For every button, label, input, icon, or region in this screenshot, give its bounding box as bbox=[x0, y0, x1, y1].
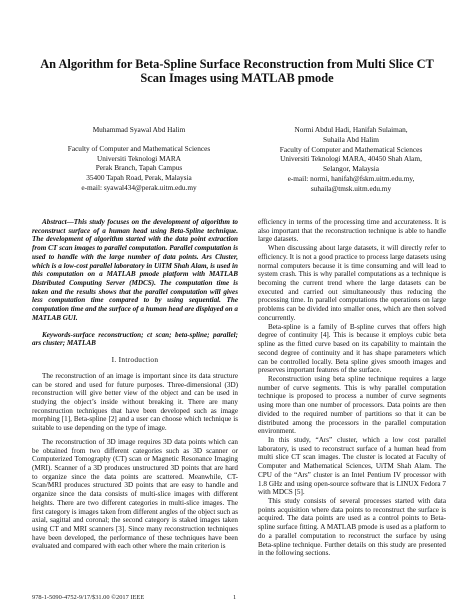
affiliation-line: Selangor, Malaysia bbox=[322, 164, 380, 174]
affiliation-line: Faculty of Computer and Mathematical Sciences bbox=[67, 143, 211, 153]
author-email: suhaila@tmsk.uitm.edu.my bbox=[310, 183, 392, 193]
paragraph: Beta-spline is a family of B-spline curves that offers high degree of continuity [4]. This is because it employs cubic beta spline as the fitted curve based on its capability to maintain the second degree of continuity and it has shape parameters which can be controlled locally. Beta spline gives smooth images and preserves important features of the surface. bbox=[258, 322, 446, 375]
paragraph: This study consists of several processes started with data points acquisition where data points to reconstruct the surface is acquired. The data points are used as a control points to Beta-spline surface fitting. A MATLAB pmode is used as a platform to do a parallel computation to reconstruct the surface by using Beta-spline technique. Further details on this study are presented in the following sections. bbox=[258, 497, 446, 558]
paragraph: When discussing about large datasets, it will directly refer to efficiency. It is not a good practice to process large datasets using normal computers because it is time consuming and will lead to system crash. This is why parallel computations as a technique is becoming the current trend where the large datasets can be executed and carried out simultaneously thus reducing the processing time. In parallel computations the operations on large problems can be divided into smaller ones, which are then solved concurrently. bbox=[258, 244, 446, 322]
author-email: e-mail: normi, hanifah@fskm.uitm.edu.my, bbox=[287, 173, 415, 183]
copyright-footer: 978-1-5090-4752-9/17/$31.00 ©2017 IEEE bbox=[32, 594, 145, 601]
right-column bbox=[258, 218, 446, 558]
abstract bbox=[32, 218, 238, 323]
paper-title: An Algorithm for Beta-Spline Surface Reconstruction from Multi Slice CT Scan Images using MATLAB pmode bbox=[40, 57, 434, 85]
abstract-lead: Abstract bbox=[42, 218, 67, 226]
affiliation-line: Faculty of Computer and Mathematical Sciences bbox=[279, 144, 423, 154]
abstract-body: —This study focuses on the development of algorithm to reconstruct surface of a human head using Beta-Spline technique. The development of algorithm started with the data point extraction from CT scan images to parallel computation. Parallel computation is used to handle with the large number of data points. Ars Cluster, which is a low-cost parallel laboratory in UiTM Shah Alam, is used in this computation on a MATLAB pmode platform with MATLAB Distributed Computing Server (MDCS). The computation time is taken and the results shows that the parallel computation will gives less computation time compared to by using sequential. The computation time and the surface of a human head are displayed on a MATLAB GUI. bbox=[32, 218, 238, 322]
affiliation-line: Universiti Teknologi MARA bbox=[96, 153, 182, 163]
paragraph: efficiency in terms of the processing time and accurateness. It is also important that the reconstruction technique is able to handle large datasets. bbox=[258, 218, 446, 244]
paragraph: Reconstruction using beta spline technique requires a large number of curve segments. This is why parallel computation technique is proposed to process a number of curve segments using more than one number of processors. Data points are then divided to the required number of partitions so that it can be distributed among the processors in the parallel computation environment. bbox=[258, 374, 446, 436]
paragraph: The reconstruction of an image is important since its data structure can be stored and used for future purposes. Three-dimensional (3D) reconstruction will give better view of the object and can be used in studying the object’s inside without breaking it. There are many reconstruction techniques that have been developed such as image morphing [1], Beta-spline [2] and a user can choose which technique is suitable to use depending on the type of image. bbox=[32, 371, 238, 433]
affiliation-line: Perak Branch, Tapah Campus bbox=[95, 163, 183, 173]
affiliation-line: Universiti Teknologi MARA, 40450 Shah Alam, bbox=[280, 154, 422, 164]
page-number: 1 bbox=[233, 594, 237, 601]
paragraph: The reconstruction of 3D image requires 3D data points which can be obtained from two different categories such as 3D scanner or Computerized Tomography (CT) scan or Magnetic Resonance Imaging (MRI). Scanner of a 3D produces unstructured 3D points that are hard to organize since the data points are scattered. Meanwhile, CT-Scan/MRI produces structured 3D points that are easy to handle and organize since the data consists of multi-slice images with different heights. There are two different categories in multi-slice images. The first category is images taken from different angles of the object such as axial, sagittal and coronal; the second category is staked images taken using CT and MRI scanners [3]. Since many reconstruction techniques have been developed, the performance of these techniques have been evaluated and compared with each other where the main criterion is bbox=[32, 437, 238, 551]
author-block-2 bbox=[243, 125, 459, 194]
left-column bbox=[32, 218, 238, 551]
paragraph: In this study, “Ars” cluster, which a low cost parallel laboratory, is used to reconstruct surface of a human head from multi slice CT scan images. The cluster is located at Faculty of Computer and Mathematical Sciences, UiTM Shah Alam. The CPU of the “Ars” cluster is an Intel Pentium IV processor with 1.8 GHz and using open-source software that is LINUX Fedora 7 with MDCS [5]. bbox=[258, 435, 446, 497]
section-heading: I. Introduction bbox=[111, 355, 159, 365]
author-name: Muhammad Syawal Abd Halim bbox=[92, 125, 186, 134]
author-name: Suhaila Abd Halim bbox=[323, 134, 379, 144]
keywords: Keywords-surface reconstruction; ct scan; beta-spline; parallel; ars cluster; MATLAB bbox=[32, 330, 238, 348]
affiliation-line: 35400 Tapah Road, Perak, Malaysia bbox=[86, 173, 192, 183]
author-email: e-mail: syawal434@perak.uitm.edu.my bbox=[81, 182, 197, 192]
author-block-1 bbox=[34, 125, 244, 193]
author-name: Normi Abdul Hadi, Hanifah Sulaiman, bbox=[294, 125, 408, 134]
